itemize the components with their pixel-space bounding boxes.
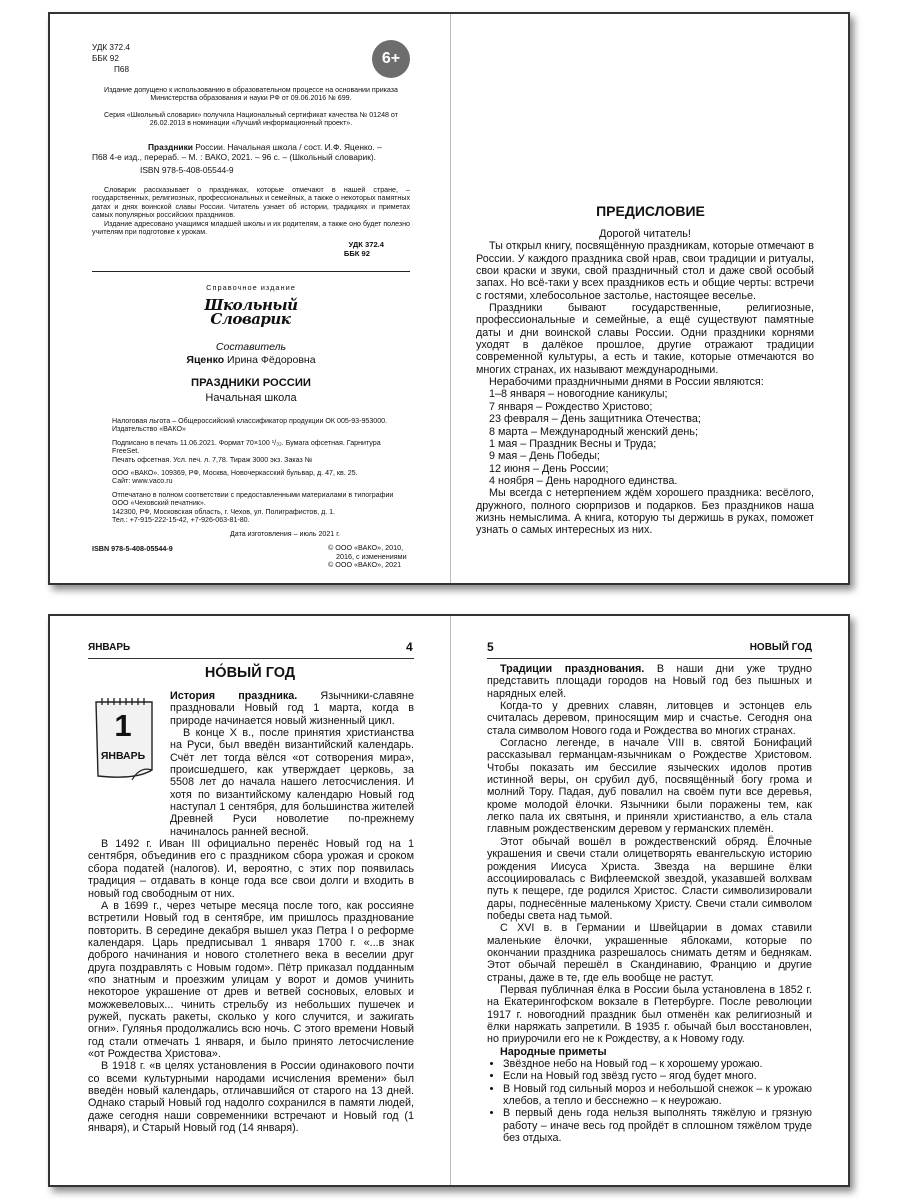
compiler-surname: Яценко — [186, 354, 225, 366]
page5-body — [487, 663, 812, 1144]
printed-at-text: Отпечатано в полном соответствии с предоставленными материалами в типографии ООО «Чеховский печатник». — [112, 490, 394, 508]
traditions-label: Традиции празднования. — [500, 663, 645, 675]
signs-list — [487, 1058, 812, 1144]
sign-item: • В Новый год сильный мороз и небольшой снежок – к урожаю хлебов, а тепло и бесснежно – к неурожаю. — [503, 1083, 812, 1108]
preface-greeting: Дорогой читатель! — [599, 228, 691, 240]
traditions-paragraph-2: Согласно легенде, в начале VIII в. святой Бонифаций рассказывал германцам-язычникам о Рождестве Христовом. Чтобы показать им бессилие языческих идолов против истинной веры, он срубил дуб, посвящённый богу грома и молний Тору. Падая, дуб повалил на своём пути все деревья, кроме молодой ёлочки. Язычники были поражены тем, как легко пала их святыня, и приняли христианство, а ель стала главным рождественским деревом у германских племён. — [487, 737, 812, 836]
spread-imprint-preface — [48, 12, 850, 585]
publisher-address: ООО «ВАКО». 109369, РФ, Москва, Новочеркасский бульвар, д. 47, кв. 25. — [112, 469, 358, 478]
compiler-given-name: Ирина Фёдоровна — [224, 354, 316, 366]
bibliographic-record — [92, 142, 410, 175]
printer-address: 142300, РФ, Московская область, г. Чехов, ул. Полиграфистов, д. 1. — [112, 507, 336, 516]
preface-paragraph-1: Ты открыл книгу, посвящённую праздникам, которые отмечают в России. У каждого праздника свой нрав, свои традиции и ритуалы, свои краски и звуки, свой праздничный стол и даже свой особый запах. Но всё-таки у всех праздников есть и общие черты: встречи с гостями, хлебосольное застолье, настоящее веселье. — [476, 240, 814, 302]
preface-paragraph-2: Праздники бывают государственные, религиозные, профессиональные и семейные, а ещё существуют памятные даты и дни воинской славы России. Одни праздники корнями уходят в далёкое прошлое, другие отражают традиции современной культуры, а есть и такие, которые отмечаются во многих странах, их называют международными. — [476, 302, 814, 376]
calendar-day: 1 — [114, 708, 132, 743]
traditions-paragraph-3: Этот обычай вошёл в рождественский обряд. Ёлочные украшения и свечи стали олицетворять евангельскую историю рождения Иисуса Христа. Звезда на вершине ёлки ассоциировалась с Вифлеемской звездой, указавшей волхвам путь к пещере, где родился Христос. Сласти символизировали дары, поднесённые маленькому Христу. Свечи стали символом победы света над тьмой. — [487, 835, 812, 922]
printer-phone: Тел.: +7-915-222-15-42, +7-926-063-81-80. — [112, 516, 250, 525]
running-head-left: ЯНВАРЬ — [88, 642, 131, 653]
signs-heading: Народные приметы — [500, 1045, 607, 1058]
holiday-item: 1 мая – Праздник Весны и Труда; — [489, 437, 657, 450]
bbk-code-2: ББК 92 — [343, 249, 370, 259]
annotation-block — [92, 186, 410, 258]
holiday-item: 9 мая – День Победы; — [489, 450, 600, 463]
traditions-paragraph-1: Когда-то у древних славян, литовцев и эстонцев ель считалась деревом, приносящим мир и счастье. Сегодня она стала символом Нового года и Рождества во многих странах. — [487, 700, 812, 737]
udk-repeat — [92, 240, 410, 258]
chapter-heading: НО́ВЫЙ ГОД — [204, 665, 296, 681]
audience-text: Издание адресовано учащимся младшей школы и их родителям, а также оно будет полезно учителям при подготовке к урокам. — [92, 219, 410, 237]
preface-heading: ПРЕДИСЛОВИЕ — [596, 203, 705, 219]
header-rule-right — [487, 658, 812, 659]
approval-text: Издание допущено к использованию в образовательном процессе на основании приказа Министерства образования и науки РФ от 09.06.2016 № 699. — [103, 86, 398, 103]
certificate-text: Серия «Школьный словарик» получила Национальный сертификат качества № 01248 от 26.02.2013 в номинации «Лучший информационный проект». — [104, 110, 398, 128]
udk-code-2: УДК 372.4 — [348, 240, 384, 250]
title-block — [92, 283, 410, 404]
preface-page — [451, 14, 850, 583]
copyright-block — [328, 544, 407, 570]
tax-text: Налоговая льгота – Общероссийский классификатор продукции ОК 005-93-953000. — [112, 417, 388, 425]
copyright-line-1: © ООО «ВАКО», 2010, — [328, 543, 404, 552]
publisher-site: Сайт: www.vaco.ru — [112, 477, 173, 486]
sign-item: • Если на Новый год звёзд густо – ягод будет много. — [503, 1070, 812, 1082]
preface-paragraph-4: Мы всегда с нетерпением ждём хорошего праздника: весёлого, дружного, полного сюрпризов и подарков. Без праздников наша жизнь немыслима. А книга, которую ты держишь в руках, поможет узнать о самых интересных из них. — [476, 487, 814, 537]
calendar-month: ЯНВАРЬ — [100, 750, 146, 762]
history-label: История праздника. — [170, 690, 298, 702]
history-intro — [170, 690, 414, 727]
imprint-divider — [92, 271, 410, 272]
logo-line-2: Словарик — [210, 310, 291, 328]
isbn-line: ISBN 978-5-408-05544-9 — [140, 164, 234, 175]
print-signed-text: Подписано в печать 11.06.2021. Формат 70×100 ¹/₃₂. Бумага офсетная. Гарнитура FreeSet. — [112, 438, 381, 456]
history-paragraph-1: В конце X в., после принятия христианства на Руси, был введён византийский календарь. Счёт лет тогда вёлся «от сотворения мира», происшедшего, как утверждает церковь, за 5508 лет до начала нашего летосчисления. И хотя по византийскому календарю Новый год наступал 1 сентября, для большинства жителей Древней Руси новолетие по-прежнему начиналось ранней весной. — [170, 727, 414, 838]
page-number-5: 5 — [487, 640, 494, 654]
preface-paragraph-3: Нерабочими праздничными днями в России являются: — [489, 376, 764, 389]
page-number-4: 4 — [406, 640, 413, 654]
book-subtitle: Начальная школа — [205, 392, 297, 404]
manufacture-date: Дата изготовления – июль 2021 г. — [230, 530, 340, 539]
age-rating-badge: 6+ — [372, 40, 410, 78]
book-title: ПРАЗДНИКИ РОССИИ — [191, 377, 311, 389]
holiday-item: 23 февраля – День защитника Отечества; — [489, 413, 701, 426]
history-paragraph-3: А в 1699 г., через четыре месяца после того, как россияне встретили Новый год в сентябре, им пришлось празднование повторить. В середине декабря вышел указ Петра I о реформе календаря. Царь предписывал 1 января 1700 г. «...в знак доброго начинания и нового столетнего века в веселии друг друга поздравлять с Новым годом». Пётр приказал подданным «по знатным и проезжим улицам у ворот и домов учинить некоторое украшение от древ и ветвей сосновых, еловых и можжевеловых... чинить стрельбу из небольших пушечек и ружей, пускать ракеты, сколько у кого случится, и зажигать огни». Гулянья продолжались всю ночь. С этого времени Новый год стали отмечать 1 января, и было принято летосчисление «от Рождества Христова». — [88, 899, 414, 1060]
page4-body — [88, 690, 414, 1134]
holiday-item: 7 января – Рождество Христово; — [489, 400, 653, 413]
holiday-item: 8 марта – Международный женский день; — [489, 425, 699, 438]
copyright-line-2: 2016, с изменениями — [336, 551, 407, 561]
running-head-right: НОВЫЙ ГОД — [749, 642, 812, 653]
citation-details: России. Начальная школа / сост. И.Ф. Яценко. – — [192, 142, 382, 152]
annotation-text: Словарик рассказывает о праздниках, которые отмечают в нашей стране, – государственных, религиозных, профессиональных и семейных, а также о некоторых памятных датах и днях воинской славы России. Читатель узнает об истории, традициях и приметах самых популярных российских праздников. — [92, 186, 410, 220]
history-text: Язычники-славяне праздновали Новый год 1 марта, когда в природе начинается новый жизненный цикл. — [170, 690, 414, 727]
logo-line-1: Школьный — [204, 296, 298, 314]
traditions-text: В наши дни уже трудно представить площади городов на Новый год без пышных и нарядных елей. — [487, 663, 812, 700]
bbk-code: ББК 92 — [92, 54, 119, 63]
series-logo — [204, 298, 297, 326]
holiday-item: 12 июня – День России; — [489, 462, 609, 475]
traditions-intro — [487, 663, 812, 700]
copyright-line-3: © ООО «ВАКО», 2021 — [328, 560, 402, 570]
holiday-item: 4 ноября – День народного единства. — [489, 474, 678, 487]
classification-codes — [92, 42, 130, 75]
isbn-bottom: ISBN 978-5-408-05544-9 — [92, 544, 173, 553]
header-rule — [88, 658, 414, 659]
production-details — [112, 417, 397, 539]
spread-new-year — [48, 614, 850, 1187]
history-paragraph-4: В 1918 г. «в целях установления в России одинакового почти со всеми культурными народами исчисления времени» был введён новый календарь, отличавшийся от старого на 13 дней. Однако старый Новый год надолго сохранился в памяти людей, даже сегодня наши современники встречают и Новый год (1 января), и Старый Новый год (14 января). — [88, 1060, 414, 1135]
print-sheets-text: Печать офсетная. Усл. печ. л. 7,78. Тираж 3000 экз. Заказ № — [112, 455, 313, 464]
edition-type: Справочное издание — [206, 283, 296, 292]
preface-body — [476, 228, 814, 537]
compiler-label: Составитель — [215, 341, 287, 353]
imprint-page — [50, 14, 450, 583]
publisher-name: Издательство «ВАКО» — [112, 425, 186, 434]
imprint-approval-block — [92, 86, 410, 128]
citation-title: Праздники — [148, 142, 193, 152]
traditions-paragraph-5: Первая публичная ёлка в России была установлена в 1852 г. на Екатерингофском вокзале в Петербурге. После революции 1917 г. новогодний праздник был отменён как религиозный и ёлки наряжать запретили. В 1935 г. обычай был восстановлен, но приурочили его не к Рождеству, а к Новому году. — [487, 983, 812, 1046]
traditions-paragraph-4: С XVI в. в Германии и Швейцарии в домах ставили маленькие ёлочки, украшенные яблоками, которые по окончании праздника разрешалось снимать детям и беднякам. Этот обычай перешёл в Скандинавию, Францию и другие страны, даже в те, где ель вообще не растут. — [487, 922, 812, 984]
page-5 — [451, 616, 850, 1185]
udk-code: УДК 372.4 — [92, 43, 130, 52]
compiler-name — [92, 354, 410, 366]
sign-item: • Звёздное небо на Новый год – к хорошему урожаю. — [503, 1058, 812, 1070]
history-paragraph-2: В 1492 г. Иван III официально перенёс Новый год на 1 сентября, объединив его с праздником сбора урожая и сроком сбора податей (налогов). И, вероятно, с этих пор появилась традиция – отдавать в конце года все свои долги и входить в новый год свободным от них. — [88, 838, 414, 900]
author-mark: П68 — [114, 65, 129, 74]
holiday-item: 1–8 января – новогодние каникулы; — [489, 388, 668, 401]
citation-edition: П68 4-е изд., перераб. – М. : ВАКО, 2021. – 96 с. – (Школьный словарик). — [92, 152, 376, 163]
sign-item: • В первый день года нельзя выполнять тяжёлую и грязную работу – иначе весь год пройдёт в сплошном тяжёлом труде без отдыха. — [503, 1107, 812, 1144]
page-4 — [50, 616, 450, 1185]
